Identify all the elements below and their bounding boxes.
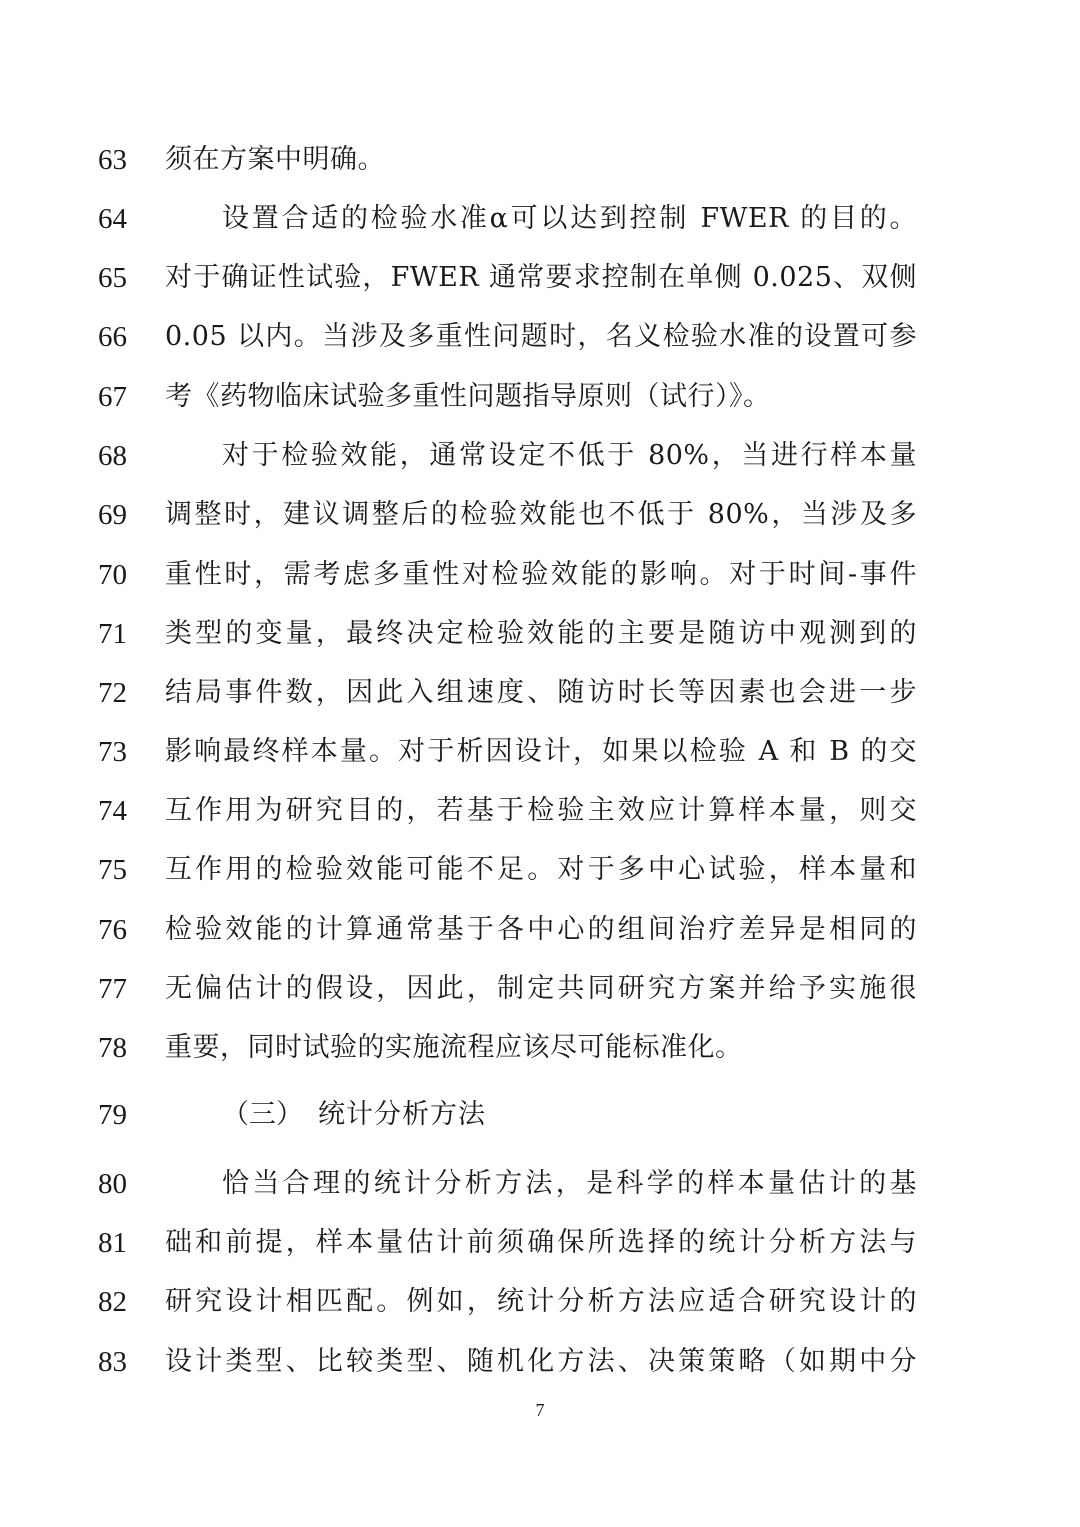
line-text: 结局事件数，因此入组速度、随访时长等因素也会进一步 [165, 677, 917, 708]
line-number: 82 [98, 1286, 127, 1318]
line-number: 68 [98, 440, 127, 472]
section-heading-number: （三） [222, 1099, 303, 1130]
line-text: 0.05 以内。当涉及多重性问题时，名义检验水准的设置可参 [165, 321, 917, 352]
line-text: 研究设计相匹配。例如，统计分析方法应适合研究设计的 [165, 1286, 917, 1317]
line-number: 65 [98, 262, 127, 294]
line-number: 66 [98, 321, 127, 353]
line-text: 考《药物临床试验多重性问题指导原则（试行）》。 [165, 381, 771, 412]
line-number: 63 [98, 144, 127, 176]
line-number: 76 [98, 914, 127, 946]
line-text: 设计类型、比较类型、随机化方法、决策策略（如期中分 [165, 1346, 917, 1377]
line-81 [0, 1213, 1080, 1273]
line-text: 互作用为研究目的，若基于检验主效应计算样本量，则交 [165, 795, 917, 826]
line-text: 类型的变量，最终决定检验效能的主要是随访中观测到的 [165, 618, 917, 649]
line-number: 67 [98, 381, 127, 413]
line-73 [0, 722, 1080, 782]
line-number: 78 [98, 1032, 127, 1064]
line-74 [0, 781, 1080, 841]
line-text: 础和前提，样本量估计前须确保所选择的统计分析方法与 [165, 1227, 917, 1258]
line-number: 80 [98, 1168, 127, 1200]
line-65 [0, 248, 1080, 308]
line-number: 79 [98, 1099, 127, 1131]
line-text: 检验效能的计算通常基于各中心的组间治疗差异是相同的 [165, 914, 917, 945]
line-67 [0, 367, 1080, 427]
line-80 [0, 1154, 1080, 1214]
line-text: 对于确证性试验，FWER 通常要求控制在单侧 0.025、双侧 [165, 262, 917, 293]
line-71 [0, 604, 1080, 664]
line-63 [0, 130, 1080, 190]
line-72 [0, 663, 1080, 723]
line-number: 70 [98, 559, 127, 591]
line-text: 对于检验效能，通常设定不低于 80%，当进行样本量 [222, 440, 917, 471]
line-text: 无偏估计的假设，因此，制定共同研究方案并给予实施很 [165, 973, 917, 1004]
line-text: 调整时，建议调整后的检验效能也不低于 80%，当涉及多 [165, 499, 917, 530]
line-text: 影响最终样本量。对于析因设计，如果以检验 A 和 B 的交 [165, 736, 917, 767]
line-76 [0, 900, 1080, 960]
line-number: 64 [98, 203, 127, 235]
page-number: 7 [535, 1400, 545, 1420]
line-text: 重要，同时试验的实施流程应该尽可能标准化。 [165, 1032, 743, 1063]
line-70 [0, 545, 1080, 605]
line-number: 74 [98, 795, 127, 827]
line-number: 72 [98, 677, 127, 709]
line-text: 互作用的检验效能可能不足。对于多中心试验，样本量和 [165, 854, 917, 885]
line-79-section-heading [0, 1085, 1080, 1145]
line-number: 77 [98, 973, 127, 1005]
line-number: 81 [98, 1227, 127, 1259]
line-64 [0, 189, 1080, 249]
line-number: 75 [98, 854, 127, 886]
line-66 [0, 307, 1080, 367]
line-68 [0, 426, 1080, 486]
line-number: 71 [98, 618, 127, 650]
line-number: 73 [98, 736, 127, 768]
line-text: 恰当合理的统计分析方法，是科学的样本量估计的基 [222, 1168, 917, 1199]
line-78 [0, 1018, 1080, 1078]
line-number: 83 [98, 1346, 127, 1378]
line-82 [0, 1272, 1080, 1332]
line-69 [0, 485, 1080, 545]
line-text: 重性时，需考虑多重性对检验效能的影响。对于时间-事件 [165, 559, 917, 590]
line-text: 设置合适的检验水准α可以达到控制 FWER 的目的。 [222, 203, 917, 234]
line-83 [0, 1332, 1080, 1392]
section-heading-title: 统计分析方法 [318, 1099, 486, 1130]
line-75 [0, 840, 1080, 900]
line-text: 须在方案中明确。 [165, 144, 385, 175]
line-number: 69 [98, 499, 127, 531]
line-77 [0, 959, 1080, 1019]
